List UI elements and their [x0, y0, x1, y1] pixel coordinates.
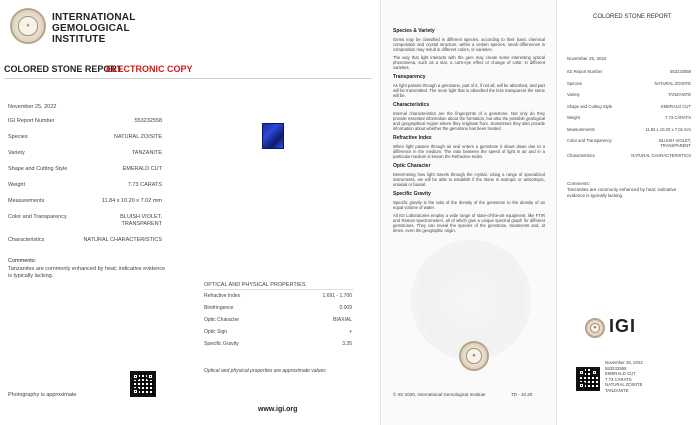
info-section [393, 163, 545, 187]
optical-row [204, 305, 352, 317]
summary-line: NATURAL ZOISITE [605, 382, 643, 388]
right-details-table [567, 69, 691, 165]
optical-value: 3.35 [342, 341, 352, 347]
igi-logo-seal [585, 318, 605, 338]
right-comments-text: Tanzanites are commonly enhanced by heat; indicative evidence is typically lacking. [567, 187, 677, 198]
info-section [393, 135, 545, 159]
right-detail-value: 7.73 CARATS [665, 115, 691, 120]
optical-value: + [349, 329, 352, 335]
right-detail-label: Weight [567, 115, 580, 120]
gemstone-photo [262, 123, 284, 149]
summary-line: TANZANITE [605, 387, 629, 393]
optical-label: Optic Character [204, 317, 240, 323]
right-detail-value: 11.84 x 10.20 x 7.02 mm [645, 126, 691, 132]
right-comments-label: Comments: [567, 181, 591, 186]
summary-line: EMERALD CUT [605, 371, 636, 377]
igi-logo-text: IGI [609, 316, 637, 336]
detail-value-line2: TRANSPARENT [121, 221, 162, 227]
right-detail-label: Shape and Cutting Style [567, 103, 613, 109]
right-detail-label: Color and Transparency [567, 138, 612, 143]
igi-seal-logo [10, 8, 46, 44]
report-title: COLORED STONE REPORT [4, 64, 123, 74]
info-paragraph: When light passes through air and enters a gemstone it slows down due to a difference in the medium. The ratio between the speed of light in air and in a particular medium is known the Refractive Index. [393, 144, 545, 159]
right-detail-value-line2: TRANSPARENT [660, 143, 691, 148]
detail-value: 11.84 x 10.20 x 7.02 mm [101, 198, 162, 204]
right-detail-row [567, 115, 691, 127]
optical-label: Specific Gravity [204, 341, 239, 347]
detail-label: Measurements [8, 198, 45, 204]
optical-row [204, 329, 352, 341]
right-summary-panel [556, 0, 700, 425]
info-paragraph: The way that light interacts with the gem may create some interesting optical phenomena, such as a star, a cat's-eye effect or change of color, in different varieties. [393, 55, 545, 70]
info-paragraph: Internal characteristics are the fingerprints of a gemstone. Not only do they provide essential information about the formation, but also the possible geological and geographical region where they originate from. Sometimes they also provide information about whether the gemstone has been treated. [393, 111, 545, 131]
info-paragraph: Determining how light travels through the crystal. Using a range of specialized instruments, we will be able to establish if the stone is isotropic or anisotropic, uniaxial or biaxial. [393, 172, 545, 187]
info-section [393, 74, 545, 98]
igi-seal-small [459, 341, 489, 371]
optical-divider [204, 289, 354, 290]
info-paragraph: Gems may be classified in different species, according to their basic chemical composition and crystal structure; within a certain species, small differences in composition may result in different colors, or varieties. [393, 37, 545, 52]
institute-name-line1: INTERNATIONAL [52, 12, 136, 23]
right-detail-value: NATURAL CHARACTERISTICS [631, 153, 691, 158]
seal-emblem-small: ✦ [466, 348, 482, 364]
seal-emblem: ✦ [18, 16, 37, 35]
summary-line: November 25, 2022 [605, 360, 643, 365]
detail-label: Weight [8, 182, 26, 188]
right-detail-value: 553232558 [670, 69, 691, 74]
detail-label: Characteristics [8, 237, 45, 243]
website-link[interactable]: www.igi.org [258, 406, 298, 413]
header-divider [4, 78, 372, 79]
institute-name-line2: GEMOLOGICAL [52, 23, 130, 34]
info-heading: Specific Gravity [393, 191, 431, 197]
info-paragraph: All IGI Laboratories employ a wide range of state-of-the-art equipment, like FTIR and Raman spectrometers, all of which give a unique spectral graph for different gemstones. They can reveal the species of the gemstone, treatments and, at times, even the geographic origin. [393, 213, 545, 233]
info-heading: Transparency [393, 74, 426, 80]
info-sections [393, 28, 545, 237]
summary-block [605, 360, 695, 394]
info-panel [380, 0, 555, 425]
detail-row [8, 214, 162, 237]
detail-row [8, 150, 162, 166]
comments-text: Tanzanites are commonly enhanced by heat; indicative evidence is typically lacking. [8, 266, 166, 279]
right-detail-label: Variety [567, 92, 580, 97]
summary-line: 553232558 [605, 365, 627, 371]
detail-row [8, 237, 162, 253]
electronic-copy-label: ELECTRONIC COPY [106, 64, 193, 74]
detail-row [8, 118, 162, 134]
right-detail-value: BLUISH VIOLET, [659, 138, 691, 143]
detail-value: NATURAL CHARACTERISTICS [83, 237, 162, 243]
optical-label: Refractive Index [204, 293, 241, 299]
detail-value: 7.73 CARATS [127, 182, 162, 188]
info-paragraph: As light passes through a gemstone, part of it, if not all, will be absorbed, and part will be transmitted. The more light that is absorbed the less transparent the stone will be. [393, 83, 545, 98]
detail-row [8, 166, 162, 182]
right-detail-row [567, 104, 691, 116]
photography-note: Photography is approximate [8, 392, 77, 398]
right-detail-row [567, 153, 691, 165]
right-detail-row [567, 92, 691, 104]
optical-label: Birefringence [204, 305, 234, 311]
institute-name-line3: INSTITUTE [52, 34, 106, 45]
right-detail-label: Measurements [567, 126, 595, 132]
optical-properties-table [204, 293, 352, 353]
detail-value: 553232558 [134, 118, 162, 124]
comments-label: Comments: [8, 258, 37, 264]
right-detail-row [567, 127, 691, 139]
optical-properties-title: OPTICAL AND PHYSICAL PROPERTIES [204, 282, 306, 288]
info-section [393, 102, 545, 131]
right-report-date: November 25, 2022 [567, 56, 607, 61]
detail-value: BLUISH VIOLET, [120, 214, 162, 220]
right-detail-value: NATURAL ZOISITE [654, 80, 691, 86]
detail-label: IGI Report Number [8, 118, 55, 124]
summary-line: 7.73 CARATS [605, 376, 632, 382]
detail-label: Color and Transparency [8, 214, 67, 220]
right-detail-row [567, 69, 691, 81]
optical-row [204, 317, 352, 329]
right-detail-row [567, 138, 691, 153]
optical-note: Optical and physical properties are approximate values [204, 368, 326, 374]
detail-row [8, 182, 162, 198]
detail-value: TANZANITE [131, 150, 162, 156]
right-qr-code[interactable] [576, 367, 600, 391]
right-detail-row [567, 81, 691, 93]
seal-emblem-logo: ✦ [590, 323, 600, 333]
optical-value: 0.009 [339, 305, 352, 311]
right-report-title: COLORED STONE REPORT [593, 14, 672, 20]
details-table [8, 118, 162, 253]
info-heading: Characteristics [393, 102, 430, 108]
report-date: November 25, 2022 [8, 104, 57, 110]
right-detail-label: Species [567, 80, 582, 86]
right-detail-value: TANZANITE [668, 92, 691, 97]
detail-value: EMERALD CUT [122, 166, 162, 172]
detail-value: NATURAL ZOISITE [114, 134, 162, 140]
detail-label: Shape and Cutting Style [8, 166, 68, 172]
info-paragraph: Specific gravity is the ratio of the density of the gemstone to the density of an equal volume of water. [393, 200, 545, 210]
right-detail-label: IGI Report Number [567, 69, 603, 74]
optical-value: 1.691 - 1.700 [322, 293, 352, 299]
info-heading: Refractive Index [393, 135, 432, 141]
detail-label: Variety [8, 150, 25, 156]
institute-name [52, 12, 136, 45]
optical-row [204, 293, 352, 305]
info-section [393, 28, 545, 70]
info-heading: Species & Variety [393, 28, 435, 34]
right-detail-label: Characteristics [567, 153, 595, 158]
detail-row [8, 198, 162, 214]
detail-row [8, 134, 162, 150]
optical-row [204, 341, 352, 353]
right-detail-value: EMERALD CUT [660, 103, 691, 109]
qr-code[interactable] [130, 371, 156, 397]
info-section [393, 191, 545, 233]
optical-label: Optic Sign [204, 329, 228, 335]
document-code: TD - 10.20 [511, 392, 533, 397]
copyright-text: © IGI 2020, International Gemological Institute [393, 392, 486, 397]
info-heading: Optic Character [393, 163, 431, 169]
detail-label: Species [8, 134, 28, 140]
optical-value: BIAXIAL [333, 317, 352, 323]
